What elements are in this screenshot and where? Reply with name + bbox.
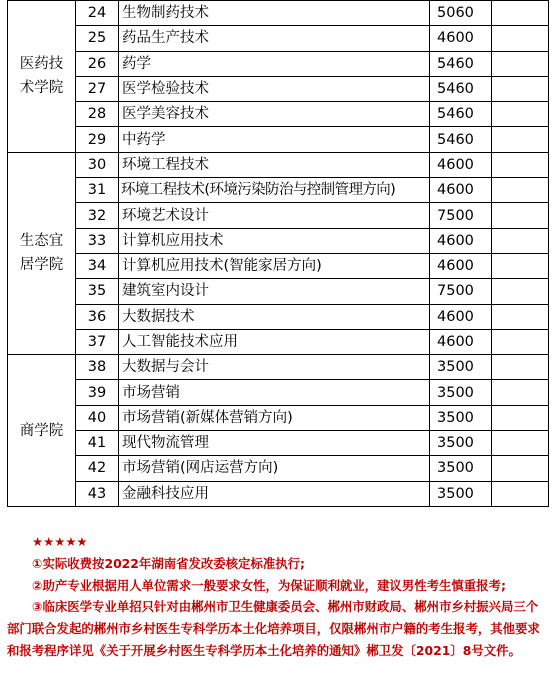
blank-cell [492,1,549,26]
college-name-line1: 医药技 [19,56,64,73]
college-cell [8,355,76,507]
row-number: 34 [76,253,119,278]
row-number: 25 [76,26,119,51]
row-number: 31 [76,178,119,203]
major-name: 医学检验技术 [119,76,430,101]
blank-cell [492,253,549,278]
fee-table-container [7,0,548,507]
row-number: 26 [76,51,119,76]
college-cell [8,1,76,153]
blank-cell [492,152,549,177]
major-name: 市场营销(网店运营方向) [119,456,430,481]
row-number: 27 [76,76,119,101]
college-cell [8,152,76,354]
row-number: 37 [76,329,119,354]
blank-cell [492,102,549,127]
row-number: 43 [76,481,119,506]
blank-cell [492,203,549,228]
college-name-line1: 生态宜 [19,233,64,250]
major-name: 大数据技术 [119,304,430,329]
row-number: 39 [76,380,119,405]
table-row [8,279,549,304]
tuition-fee: 3500 [430,380,492,405]
table-row [8,431,549,456]
notes-section [7,531,547,662]
tuition-fee: 4600 [430,152,492,177]
tuition-fee: 5460 [430,102,492,127]
table-row [8,178,549,203]
tuition-fee: 4600 [430,253,492,278]
blank-cell [492,431,549,456]
blank-cell [492,456,549,481]
blank-cell [492,51,549,76]
stars-marker: ★★★★★ [32,534,88,549]
major-name: 计算机应用技术(智能家居方向) [119,253,430,278]
blank-cell [492,304,549,329]
major-name: 人工智能技术应用 [119,329,430,354]
note-midwifery: ②助产专业根据用人单位需求一般要求女性，为保证顺利就业，建议男性考生慎重报考; [32,577,506,593]
table-row [8,355,549,380]
note-fee-standard: ①实际收费按2022年湖南省发改委核定标准执行; [32,555,305,571]
major-name: 环境艺术设计 [119,203,430,228]
table-row [8,127,549,152]
major-name: 现代物流管理 [119,431,430,456]
blank-cell [492,228,549,253]
tuition-fee: 7500 [430,279,492,304]
table-row [8,1,549,26]
table-row [8,102,549,127]
tuition-fee: 5460 [430,127,492,152]
tuition-fee: 5460 [430,76,492,101]
tuition-fee: 5460 [430,51,492,76]
tuition-fee: 5060 [430,1,492,26]
blank-cell [492,76,549,101]
tuition-fee: 3500 [430,481,492,506]
major-name: 大数据与会计 [119,355,430,380]
table-row [8,253,549,278]
major-name: 药学 [119,51,430,76]
major-name: 医学美容技术 [119,102,430,127]
row-number: 42 [76,456,119,481]
blank-cell [492,26,549,51]
row-number: 36 [76,304,119,329]
blank-cell [492,380,549,405]
row-number: 30 [76,152,119,177]
tuition-fee: 4600 [430,228,492,253]
major-name: 金融科技应用 [119,481,430,506]
table-row [8,481,549,506]
tuition-fee: 3500 [430,405,492,430]
major-name: 环境工程技术 [119,152,430,177]
fee-table-body [8,1,549,507]
tuition-fee: 4600 [430,178,492,203]
blank-cell [492,279,549,304]
major-name: 中药学 [119,127,430,152]
tuition-fee: 7500 [430,203,492,228]
college-name-line2: 居学院 [19,257,64,274]
tuition-fee: 4600 [430,329,492,354]
table-row [8,329,549,354]
blank-cell [492,405,549,430]
major-name: 计算机应用技术 [119,228,430,253]
major-name: 市场营销 [119,380,430,405]
table-row [8,152,549,177]
major-name: 环境工程技术(环境污染防治与控制管理方向) [119,178,430,203]
row-number: 40 [76,405,119,430]
tuition-fee: 4600 [430,304,492,329]
blank-cell [492,178,549,203]
table-row [8,456,549,481]
tuition-fee: 3500 [430,355,492,380]
major-name: 市场营销(新媒体营销方向) [119,405,430,430]
table-row [8,304,549,329]
table-row [8,76,549,101]
row-number: 33 [76,228,119,253]
fee-table [7,0,549,507]
table-row [8,26,549,51]
tuition-fee: 3500 [430,431,492,456]
tuition-fee: 4600 [430,26,492,51]
major-name: 药品生产技术 [119,26,430,51]
table-row [8,380,549,405]
row-number: 29 [76,127,119,152]
college-name-line1: 商学院 [19,422,64,439]
row-number: 32 [76,203,119,228]
row-number: 28 [76,102,119,127]
table-row [8,51,549,76]
table-row [8,405,549,430]
major-name: 建筑室内设计 [119,279,430,304]
note-clinical-medicine: ③临床医学专业单招只针对由郴州市卫生健康委员会、郴州市财政局、郴州市乡村振兴局三个部门联合发起的郴州市乡村医生专科学历本土化培养项目，仅限郴州市户籍的考生报考，其他要求和报考程序详见《关于开展乡村医生专科学历本土化培养的通知》郴卫发〔2021〕8号文件。 [7,599,540,658]
row-number: 38 [76,355,119,380]
blank-cell [492,329,549,354]
table-row [8,203,549,228]
blank-cell [492,355,549,380]
blank-cell [492,127,549,152]
college-name-line2: 术学院 [19,80,64,97]
row-number: 24 [76,1,119,26]
tuition-fee: 3500 [430,456,492,481]
table-row [8,228,549,253]
blank-cell [492,481,549,506]
major-name: 生物制药技术 [119,1,430,26]
row-number: 41 [76,431,119,456]
row-number: 35 [76,279,119,304]
